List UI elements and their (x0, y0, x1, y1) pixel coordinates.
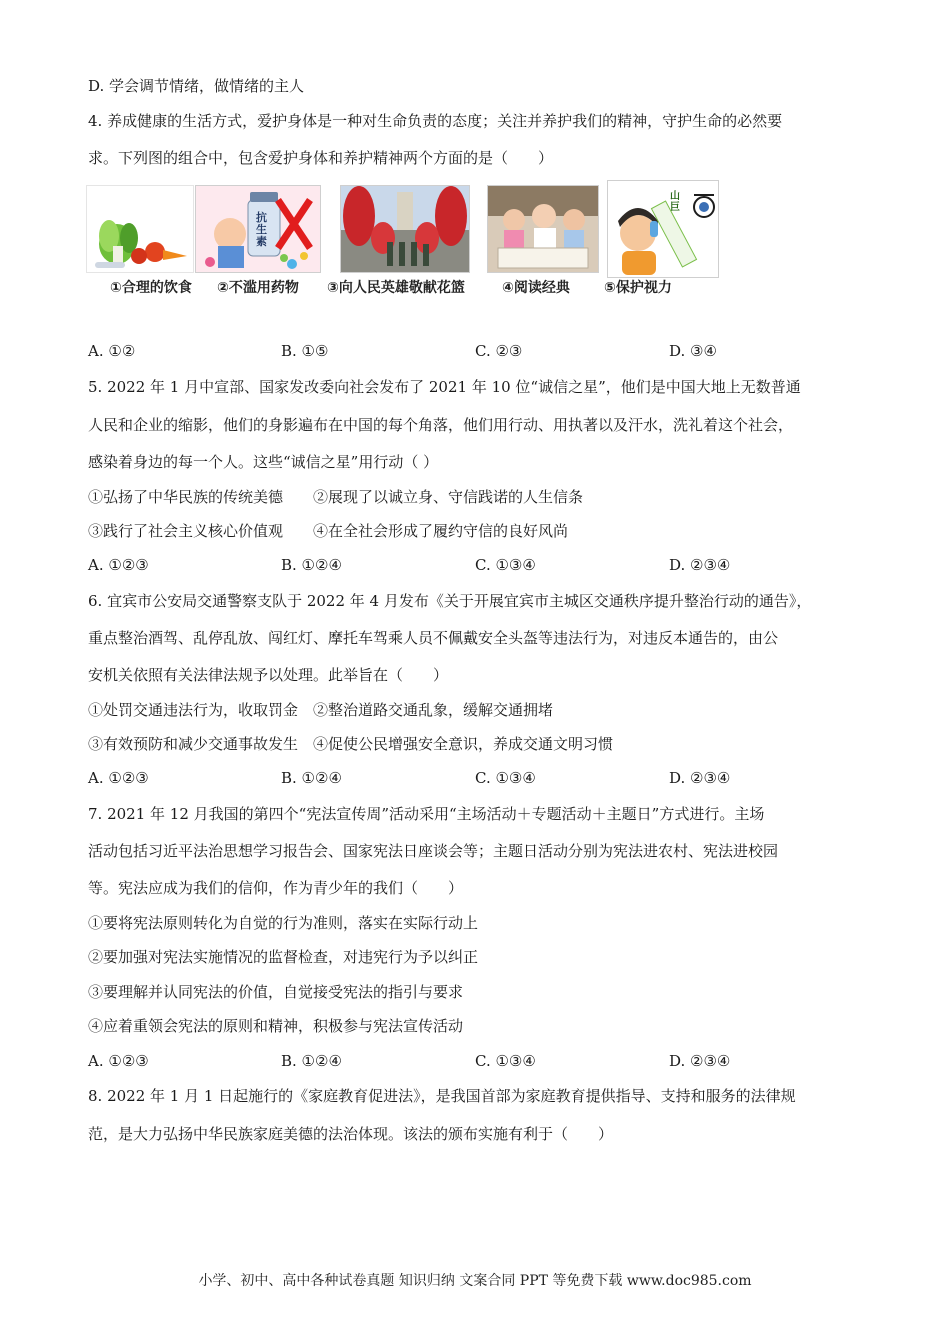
option-c[interactable]: C. ①③④ (475, 1052, 536, 1070)
question-8-stem-line-2: 范，是大力弘扬中华民族家庭美德的法治体现。该法的颁布实施有利于（ ） (88, 1125, 614, 1143)
option-c[interactable]: C. ①③④ (475, 556, 536, 574)
option-d[interactable]: D. ②③④ (669, 556, 731, 574)
picture-1-healthy-diet (86, 185, 196, 303)
question-3-option-d: D. 学会调节情绪，做情绪的主人 (88, 77, 305, 95)
picture-3-caption: ③向人民英雄敬献花篮 (327, 280, 465, 296)
picture-5-protect-eyesight (604, 180, 721, 298)
picture-4-caption: ④阅读经典 (502, 280, 570, 296)
picture-2-no-drug-abuse (195, 185, 323, 303)
question-5-stem-line-2: 人民和企业的缩影，他们的身影遍布在中国的每个角落，他们用行动、用执著以及汗水，洗礼着这个社会， (88, 416, 794, 434)
picture-4-reading-classics (487, 185, 601, 303)
question-5-options (88, 555, 868, 575)
eye-chart-icon (608, 181, 718, 277)
option-a[interactable]: A. ①②③ (88, 556, 149, 574)
question-6-stem-line-1: 6. 宜宾市公安局交通警察支队于 2022 年 4 月发布《关于开展宜宾市主城区交通秩序提升整治行动的通告》， (88, 592, 812, 610)
question-4-options (88, 341, 868, 361)
question-6-stem-line-2: 重点整治酒驾、乱停乱放、闯红灯、摩托车驾乘人员不佩戴安全头盔等违法行为，对违反本通告的，由公 (88, 629, 779, 647)
question-4-stem-line-2: 求。下列图的组合中，包含爱护身体和养护精神两个方面的是（ ） (88, 149, 554, 167)
vegetables-icon (87, 186, 193, 272)
question-7-stem-line-3: 等。宪法应成为我们的信仰，作为青少年的我们（ ） (88, 879, 464, 897)
picture-2-caption: ②不滥用药物 (217, 280, 299, 296)
question-7-options (88, 1051, 868, 1071)
question-7-statement-3: ③要理解并认同宪法的价值，自觉接受宪法的指引与要求 (88, 983, 464, 1001)
option-b[interactable]: B. ①②④ (281, 769, 342, 787)
question-5-statements-1: ①弘扬了中华民族的传统美德 ②展现了以诚立身、守信践诺的人生信条 (88, 488, 584, 506)
children-reading-icon (488, 186, 598, 272)
question-7-stem-line-2: 活动包括习近平法治思想学习报告会、国家宪法日座谈会等；主题日活动分别为宪法进农村、宪法进校园 (88, 842, 779, 860)
question-7-statement-2: ②要加强对宪法实施情况的监督检查，对违宪行为予以纠正 (88, 948, 479, 966)
page-footer: 小学、初中、高中各种试卷真题 知识归纳 文案合同 PPT 等免费下载 www.doc985.com (198, 1273, 752, 1289)
question-6-statements-2: ③有效预防和减少交通事故发生 ④促使公民增强安全意识，养成交通文明习惯 (88, 735, 614, 753)
question-8-stem-line-1: 8. 2022 年 1 月 1 日起施行的《家庭教育促进法》，是我国首部为家庭教育提供指导、支持和服务的法律规 (88, 1087, 796, 1105)
option-a[interactable]: A. ①②③ (88, 1052, 149, 1070)
option-b[interactable]: B. ①②④ (281, 556, 342, 574)
option-b[interactable]: B. ①⑤ (281, 342, 329, 360)
question-7-statement-4: ④应着重领会宪法的原则和精神，积极参与宪法宣传活动 (88, 1017, 464, 1035)
option-a[interactable]: A. ①② (88, 342, 136, 360)
question-7-statement-1: ①要将宪法原则转化为自觉的行为准则，落实在实际行动上 (88, 914, 479, 932)
option-c[interactable]: C. ②③ (475, 342, 523, 360)
question-6-options (88, 768, 868, 788)
question-5-stem-line-1: 5. 2022 年 1 月中宣部、国家发改委向社会发布了 2021 年 10 位“诚信之星”，他们是中国大地上无数普通 (88, 378, 801, 396)
option-d[interactable]: D. ③④ (669, 342, 717, 360)
picture-5-caption: ⑤保护视力 (604, 280, 672, 296)
question-7-stem-line-1: 7. 2021 年 12 月我国的第四个“宪法宣传周”活动采用“主场活动＋专题活动＋主题日”方式进行。主场 (88, 805, 765, 823)
bottle-label: 抗生素 (256, 211, 267, 248)
option-d[interactable]: D. ②③④ (669, 1052, 731, 1070)
question-5-statements-2: ③践行了社会主义核心价值观 ④在全社会形成了履约守信的良好风尚 (88, 522, 569, 540)
question-5-stem-line-3: 感染着身边的每一个人。这些“诚信之星”用行动（ ） (88, 453, 439, 471)
picture-1-caption: ①合理的饮食 (110, 280, 192, 296)
option-c[interactable]: C. ①③④ (475, 769, 536, 787)
option-b[interactable]: B. ①②④ (281, 1052, 342, 1070)
eye-chart-label: 山巨 (670, 191, 680, 213)
monument-ceremony-icon (341, 186, 469, 272)
picture-3-flower-baskets (327, 185, 470, 303)
option-d[interactable]: D. ②③④ (669, 769, 731, 787)
option-a[interactable]: A. ①②③ (88, 769, 149, 787)
question-4-stem-line-1: 4. 养成健康的生活方式，爱护身体是一种对生命负责的态度；关注并养护我们的精神，守护生命的必然要 (88, 112, 783, 130)
question-6-statements-1: ①处罚交通违法行为，收取罚金 ②整治道路交通乱象，缓解交通拥堵 (88, 701, 554, 719)
question-6-stem-line-3: 安机关依照有关法律法规予以处理。此举旨在（ ） (88, 666, 449, 684)
